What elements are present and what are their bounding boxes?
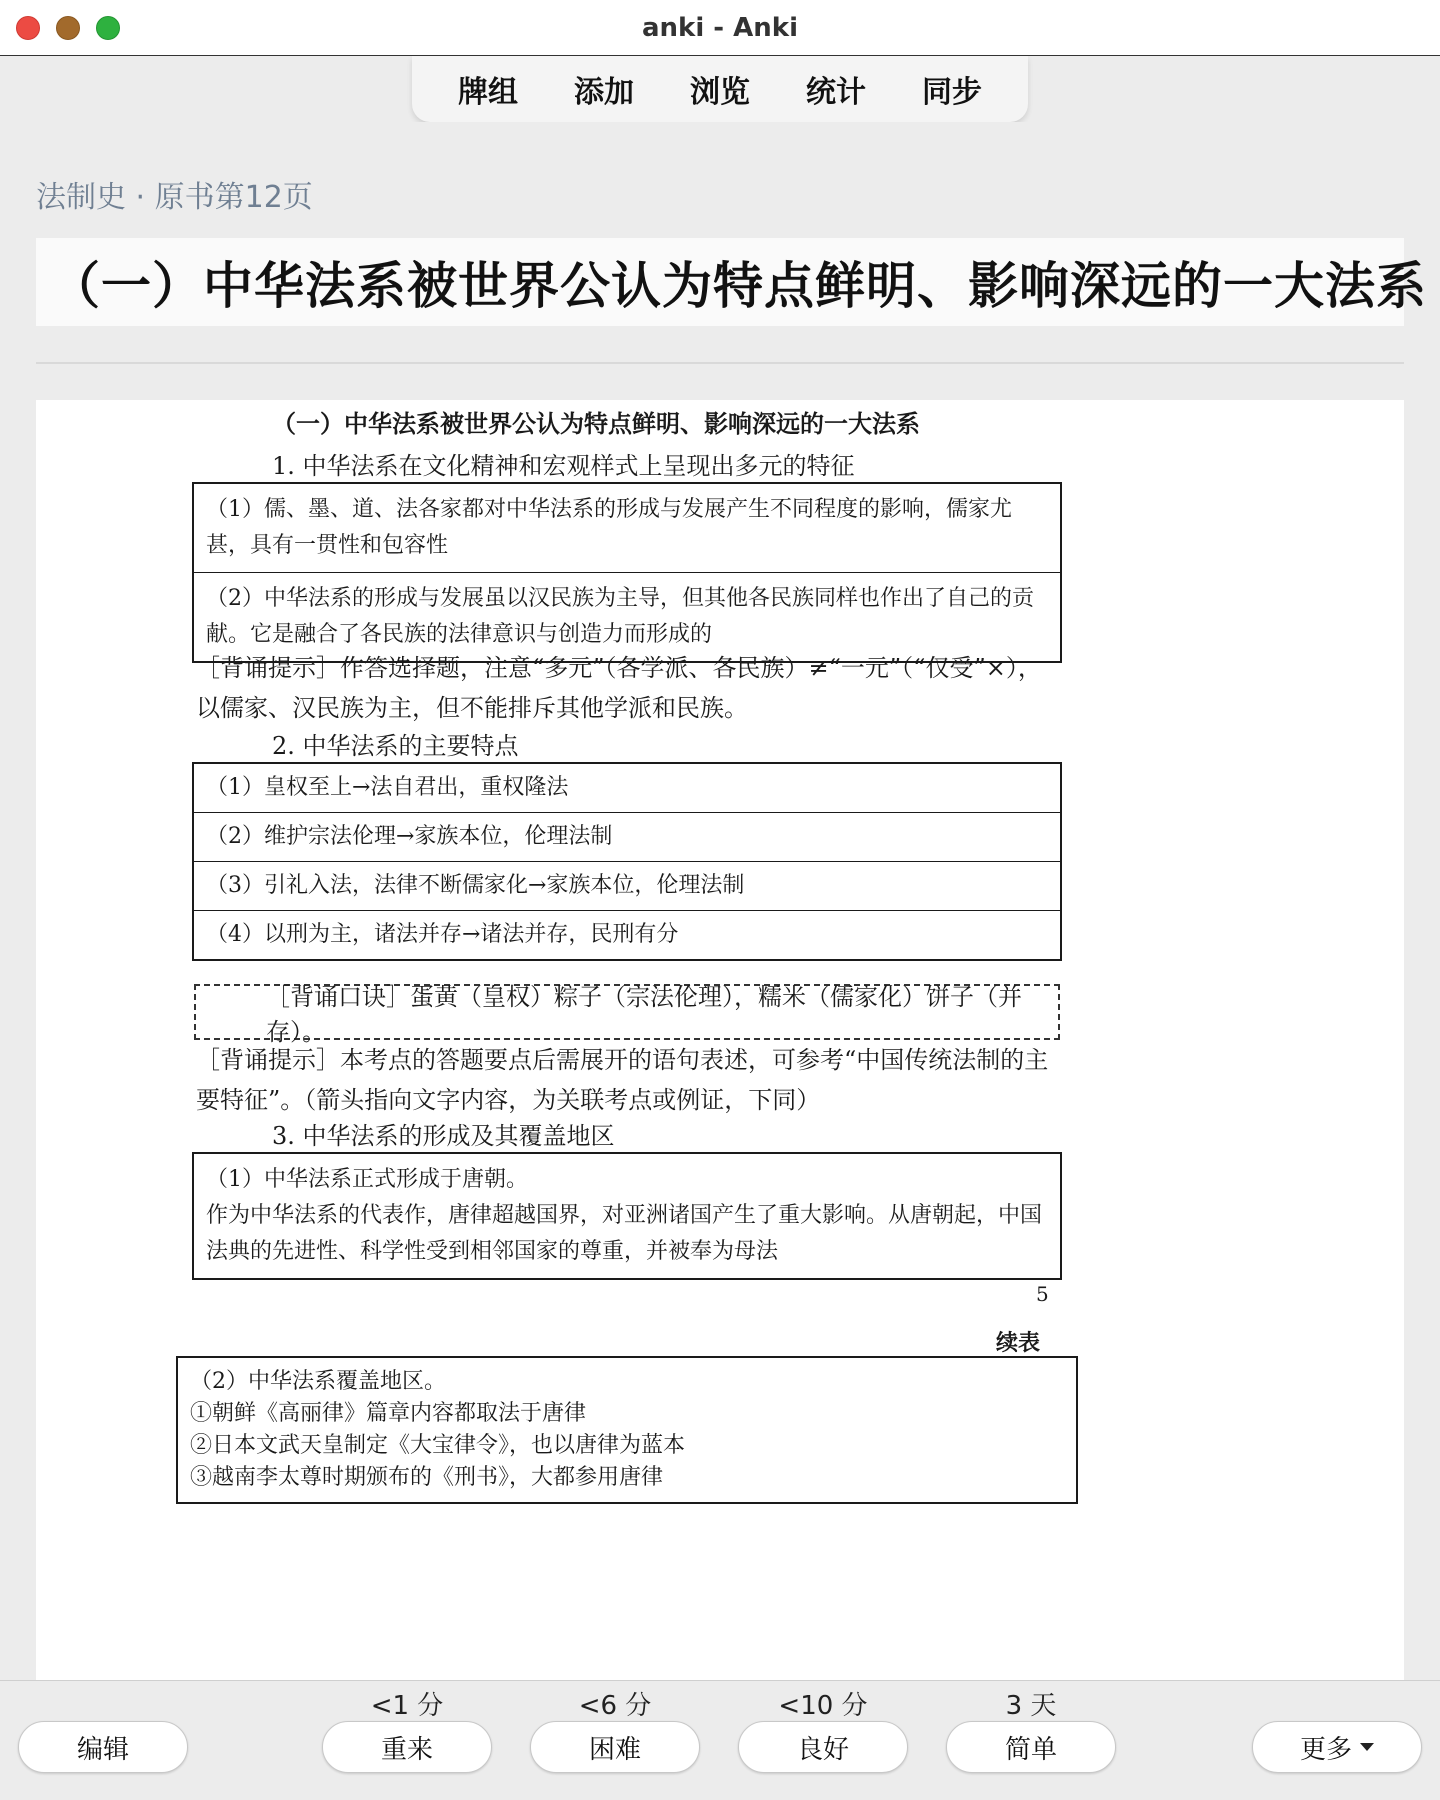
window-controls [16,16,120,40]
table-box-2 [192,762,1062,961]
card-content[interactable] [0,122,1440,1680]
table-row: ①朝鲜《高丽律》篇章内容都取法于唐律 [190,1401,587,1426]
table-row: （1）皇权至上→法自君出，重权隆法 [194,764,1060,813]
interval-again: <1 分 [370,1691,444,1721]
recite-tip-1: ［背诵提示］作答选择题，注意“多元”（各学派、各民族）≠“一元”（“仅受”×），以儒家、汉民族为主，但不能排斥其他学派和民族。 [196,654,1042,722]
chevron-down-icon [1360,1743,1374,1751]
title-bar [0,0,1440,56]
table-row: 作为中华法系的代表作，唐律超越国界，对亚洲诸国产生了重大影响。从唐朝起，中国法典的先进性、科学性受到相邻国家的尊重，并被奉为母法 [206,1203,1043,1264]
table-row: ②日本文武天皇制定《大宝律令》，也以唐律为蓝本 [190,1433,686,1458]
window-title: anki - Anki [642,12,798,43]
continued-label: 续表 [996,1330,1041,1356]
page-subheading-1: 1. 中华法系在文化精神和宏观样式上呈现出多元的特征 [272,452,855,480]
more-button[interactable] [1252,1721,1422,1773]
more-button-label: 更多 [1299,1734,1352,1765]
minimize-window-button[interactable] [56,16,80,40]
interval-good: <10 分 [778,1691,868,1721]
divider [36,362,1404,364]
edit-button[interactable]: 编辑 [18,1721,188,1773]
table-row: （2）中华法系的形成与发展虽以汉民族为主导，但其他各民族同样也作出了自己的贡献。它是融合了各民族的法律意识与创造力而形成的 [206,586,1034,647]
easy-button[interactable]: 简单 [946,1721,1116,1773]
close-window-button[interactable] [16,16,40,40]
toolbar-decks[interactable]: 牌组 [458,75,518,110]
hard-button[interactable]: 困难 [530,1721,700,1773]
table-box-3 [192,1152,1062,1280]
toolbar-stats[interactable]: 统计 [806,75,866,110]
page-section-heading: （一）中华法系被世界公认为特点鲜明、影响深远的一大法系 [272,409,920,438]
table-row: （3）引礼入法，法律不断儒家化→家族本位，伦理法制 [194,862,1060,911]
toolbar-add[interactable]: 添加 [574,75,634,110]
table-row: （1）儒、墨、道、法各家都对中华法系的形成与发展产生不同程度的影响，儒家尤甚，具有一贯性和包容性 [194,484,1060,573]
main-toolbar [412,56,1028,122]
interval-easy: 3 天 [1005,1691,1057,1721]
answer-bar [0,1680,1440,1800]
toolbar-sync[interactable]: 同步 [922,75,982,110]
deck-label: 法制史 · 原书第12页 [36,180,313,215]
card-heading [36,238,1427,326]
table-row: （4）以刑为主，诸法并存→诸法并存，民刑有分 [206,922,679,947]
table-row: （2）中华法系覆盖地区。 [190,1369,446,1394]
table-row: ③越南李太尊时期颁布的《刑书》，大都参用唐律 [190,1465,664,1490]
table-box-4 [176,1356,1078,1504]
mnemonic-text: ［背诵口诀］蛋黄（皇权）粽子（宗法伦理），糯米（儒家化）饼子（并存）。 [266,983,1022,1046]
good-button[interactable]: 良好 [738,1721,908,1773]
table-box-1 [192,482,1062,663]
page-subheading-2: 2. 中华法系的主要特点 [272,732,519,760]
scanned-page [36,400,1404,1680]
page-number: 5 [1036,1282,1049,1306]
table-row: （2）维护宗法伦理→家族本位，伦理法制 [194,813,1060,862]
table-row: （1）中华法系正式形成于唐朝。 [206,1167,528,1192]
interval-hard: <6 分 [578,1691,652,1721]
card-heading-text: （一）中华法系被世界公认为特点鲜明、影响深远的一大法系 [50,256,1427,315]
mnemonic-box [194,983,1060,1046]
again-button[interactable]: 重来 [322,1721,492,1773]
recite-tip-2: ［背诵提示］本考点的答题要点后需展开的语句表述，可参考“中国传统法制的主要特征”。（箭头指向文字内容，为关联考点或例证，下同） [196,1046,1049,1114]
page-subheading-3: 3. 中华法系的形成及其覆盖地区 [272,1122,615,1150]
zoom-window-button[interactable] [96,16,120,40]
toolbar-browse[interactable]: 浏览 [690,75,750,110]
